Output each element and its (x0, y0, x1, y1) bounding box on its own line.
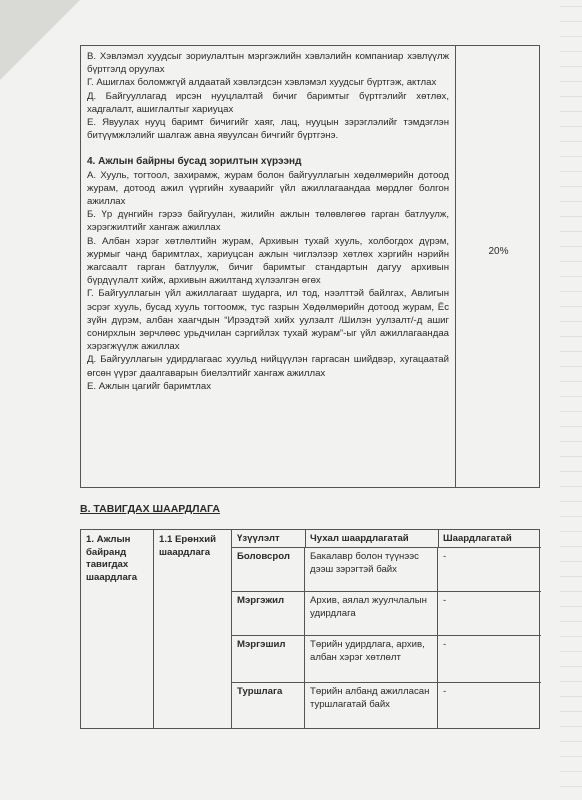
section-4-item: Б. Үр дүнгийн гэрээ байгуулан, жилийн ажлын төлөвлөгөө гарган батлуулж, хэрэгжилтийг хангаж ажиллах (87, 209, 449, 234)
header-required: Чухал шаардлагатай (310, 533, 409, 544)
header-indicator: Үзүүлэлт (237, 533, 280, 544)
requirements-table (80, 529, 540, 729)
row-preferred: - (443, 686, 447, 697)
section-4-item: Г. Байгууллагын үйл ажиллагаат шударга, ил тод, нээлттэй байлгах, Авлигын эсрэг хууль, бусад хууль тогтоомж, тус газрын Хөдөлмөрийн дотоод журам, Ёс зүйн дүрэм, албан хаагчдын “Ирээдтэй хийх уулзалт /Шилэн уулзалт/-д ашиг сонирхлын зөрчлөөс урьдчилан сэргийлэх тухай журам”-ыг үйл ажиллагаандаа хэрэгжүүлж ажиллах (87, 288, 449, 353)
table-row (232, 591, 541, 635)
row-preferred: - (443, 639, 447, 650)
header-preferred: Шаардлагатай (443, 533, 512, 544)
section-b-heading: В. ТАВИГДАХ ШААРДЛАГА (80, 503, 220, 515)
table-row (232, 635, 541, 682)
percent-cell (456, 46, 541, 487)
duties-table (80, 45, 540, 488)
row-preferred: - (443, 551, 447, 562)
page-fold-corner (0, 0, 80, 80)
table-row (232, 547, 541, 591)
row-indicator: Мэргэшил (232, 636, 305, 682)
duty-line: Г. Ашиглах боломжгүй алдаатай хэвлэгдсэн хэвлэмэл хуудсыг бүртгэж, актлах (87, 77, 437, 89)
duty-line: В. Хэвлэмэл хуудсыг зориулалтын мэргэжлийн хэвлэлийн компаниар хэвлүүлж бүртгэлд оруулах (87, 51, 449, 76)
section-4-item: А. Хууль, тогтоол, захирамж, журам болон байгууллагын хөдөлмөрийн дотоод журам, дотоод ажил үүргийн хуваарийг үйл ажиллагаандаа мөрдлөг болгон ажиллах (87, 169, 449, 208)
duties-text-cell (81, 46, 456, 487)
scanned-page-edge (560, 0, 582, 800)
row-required: Бакалавр болон түүнээс дээш зэрэгтэй байх (305, 548, 438, 591)
requirement-subcategory: 1.1 Ерөнхий шаардлага (154, 530, 232, 728)
requirement-category: 1. Ажлын байранд тавигдах шаардлага (81, 530, 154, 728)
section-4-title: 4. Ажлын байрны бусад зорилтын хүрээнд (87, 156, 302, 168)
row-indicator: Туршлага (232, 683, 305, 728)
section-4-item: Е. Ажлын цагийг баримтлах (87, 380, 212, 392)
row-required: Архив, аялал жуулчлалын удирдлага (305, 592, 438, 635)
table-row (232, 682, 541, 728)
duty-line: Е. Явуулах нууц баримт бичигийг хаяг, лац, нууцын зэрэглэлийг тэмдэглэн битүүмжлэлийг шалгаж авна явуулсан бичгийг бүртгэнэ. (87, 117, 449, 142)
duty-line: Д. Байгууллагад ирсэн нууцлалтай бичиг баримтыг бүртгэлийг хөтлөх, хадгалалт, ашиглалтыг хариуцах (87, 90, 449, 115)
section-4-item: В. Албан хэрэг хөтлөлтийн журам, Архивын тухай хууль, холбогдох дүрэм, журмыг чанд баримтлах, хариуцсан ажлын чиглэлээр хөтлөх хэргийн нэрийн жагсаалт гарган батлуулж, бичиг баримтыг стандартын дагуу архивын бүрдүүлалт хийж, архивын ажилтанд хүлээлгэн өгөх (87, 235, 449, 287)
row-indicator: Мэргэжил (232, 592, 305, 635)
percent-value: 20% (488, 246, 509, 257)
row-indicator: Боловсрол (232, 548, 305, 591)
row-required: Төрийн албанд ажилласан туршлагатай байх (305, 683, 438, 728)
row-required: Төрийн удирдлага, архив, албан хэрэг хөтлөлт (305, 636, 438, 682)
section-4-item: Д. Байгууллагын удирдлагаас хуульд нийцүүлэн гаргасан шийдвэр, хугацаатай өгсөн үүрэг даалгаварын биелэлтийг хангаж ажиллах (87, 354, 449, 379)
row-preferred: - (443, 595, 447, 606)
